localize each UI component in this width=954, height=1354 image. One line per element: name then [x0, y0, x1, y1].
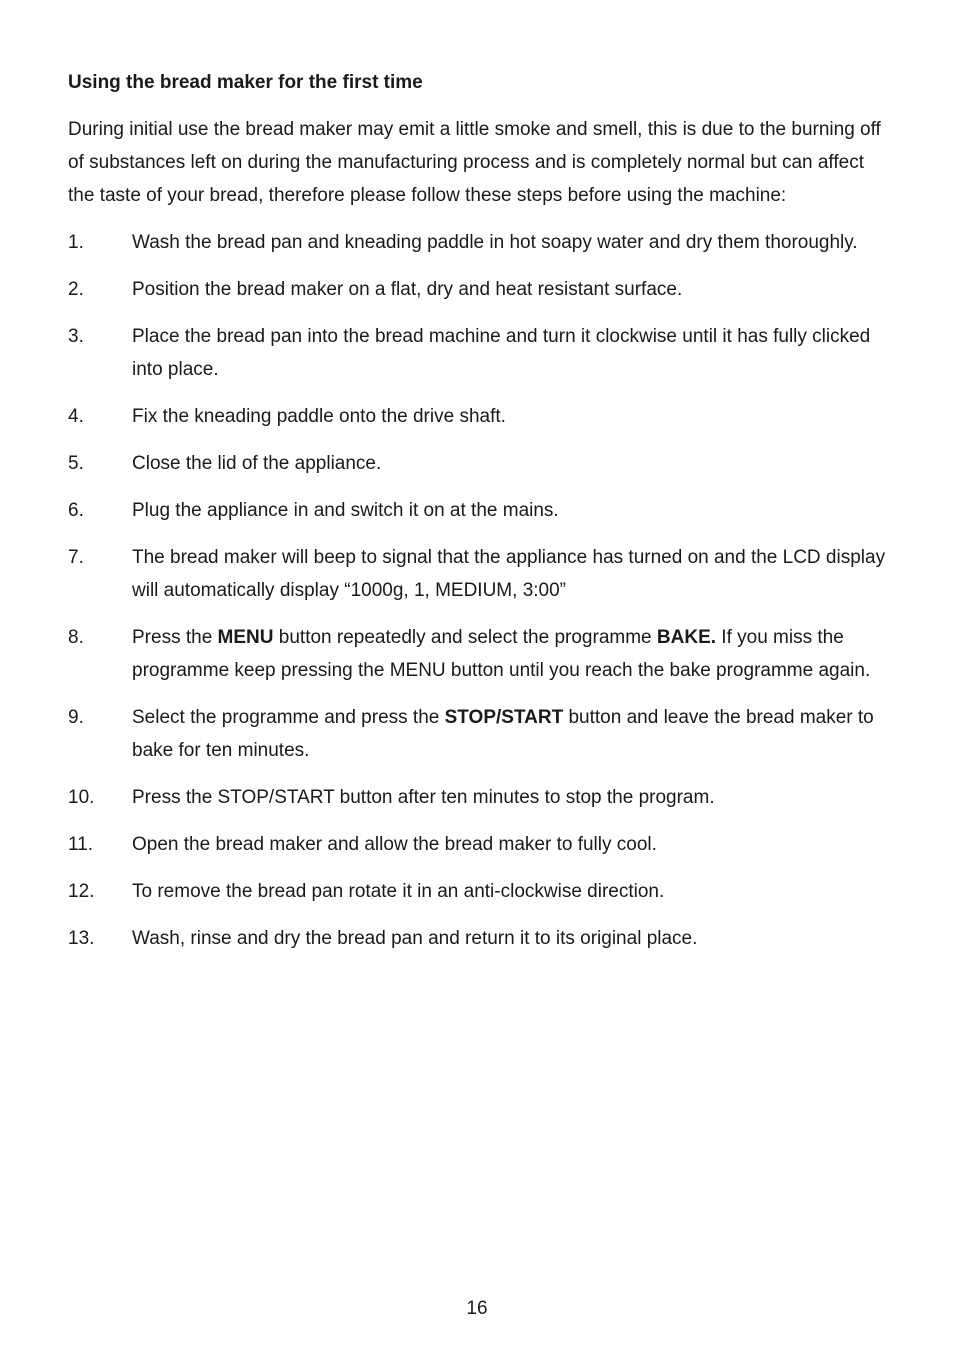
step-number: 5. — [68, 453, 84, 474]
step-number: 7. — [68, 547, 84, 568]
list-item — [68, 621, 888, 687]
step-text — [132, 875, 888, 908]
step-text — [132, 781, 888, 814]
list-item — [68, 922, 888, 955]
list-item — [68, 400, 888, 433]
list-item — [68, 447, 888, 480]
step-number: 1. — [68, 232, 84, 253]
step-text — [132, 922, 888, 955]
list-item — [68, 781, 888, 814]
step-number: 6. — [68, 500, 84, 521]
step-text-segment: If you miss the programme keep pressing the MENU button until you reach the bake programme again. — [132, 627, 871, 681]
step-text-segment: button and leave the bread maker to bake for ten minutes. — [132, 707, 874, 761]
step-text-segment: Fix the kneading paddle onto the drive shaft. — [132, 406, 506, 427]
step-text — [132, 447, 888, 480]
step-text-segment: Press the STOP/START button after ten minutes to stop the program. — [132, 787, 715, 808]
step-bold-term: STOP/START — [444, 707, 564, 728]
step-text — [132, 541, 888, 607]
list-item — [68, 273, 888, 306]
step-text — [132, 621, 888, 687]
step-number: 4. — [68, 406, 84, 427]
list-item — [68, 226, 888, 259]
step-text-segment: Position the bread maker on a flat, dry and heat resistant surface. — [132, 279, 683, 300]
step-number: 11. — [68, 834, 94, 855]
step-text-segment: Press the — [132, 627, 218, 648]
step-text — [132, 226, 888, 259]
step-bold-term: MENU — [217, 627, 274, 648]
step-text-segment: Place the bread pan into the bread machine and turn it clockwise until it has fully clicked into place. — [132, 326, 871, 380]
step-number: 12. — [68, 881, 95, 902]
document-page — [68, 66, 888, 969]
step-number: 13. — [68, 928, 95, 949]
step-text-segment: Select the programme and press the — [132, 707, 445, 728]
step-text-segment: Wash, rinse and dry the bread pan and return it to its original place. — [132, 928, 698, 949]
section-heading: Using the bread maker for the first time — [68, 72, 423, 93]
step-number: 8. — [68, 627, 84, 648]
step-bold-term: BAKE. — [656, 627, 717, 648]
step-text-segment: Close the lid of the appliance. — [132, 453, 382, 474]
step-text-segment: Wash the bread pan and kneading paddle in hot soapy water and dry them thoroughly. — [132, 232, 858, 253]
step-text — [132, 320, 888, 386]
step-number: 3. — [68, 326, 84, 347]
step-number: 10. — [68, 787, 95, 808]
list-item — [68, 541, 888, 607]
step-text-segment: The bread maker will beep to signal that the appliance has turned on and the LCD display will automatically display “1000g, 1, MEDIUM, 3:00” — [132, 547, 886, 601]
list-item — [68, 828, 888, 861]
page-number: 16 — [466, 1298, 488, 1319]
step-number: 9. — [68, 707, 84, 728]
step-number: 2. — [68, 279, 84, 300]
steps-list — [68, 226, 888, 955]
step-text-segment: button repeatedly and select the programme — [273, 627, 657, 648]
step-text-segment: Plug the appliance in and switch it on at the mains. — [132, 500, 559, 521]
list-item — [68, 494, 888, 527]
step-text — [132, 701, 888, 767]
list-item — [68, 875, 888, 908]
intro-paragraph: During initial use the bread maker may emit a little smoke and smell, this is due to the burning off of substances left on during the manufacturing process and is completely normal but can affect the taste of your bread, therefore please follow these steps before using the machine: — [68, 119, 881, 206]
step-text-segment: To remove the bread pan rotate it in an anti-clockwise direction. — [132, 881, 665, 902]
list-item — [68, 701, 888, 767]
step-text-segment: Open the bread maker and allow the bread maker to fully cool. — [132, 834, 657, 855]
step-text — [132, 400, 888, 433]
step-text — [132, 828, 888, 861]
list-item — [68, 320, 888, 386]
step-text — [132, 494, 888, 527]
step-text — [132, 273, 888, 306]
